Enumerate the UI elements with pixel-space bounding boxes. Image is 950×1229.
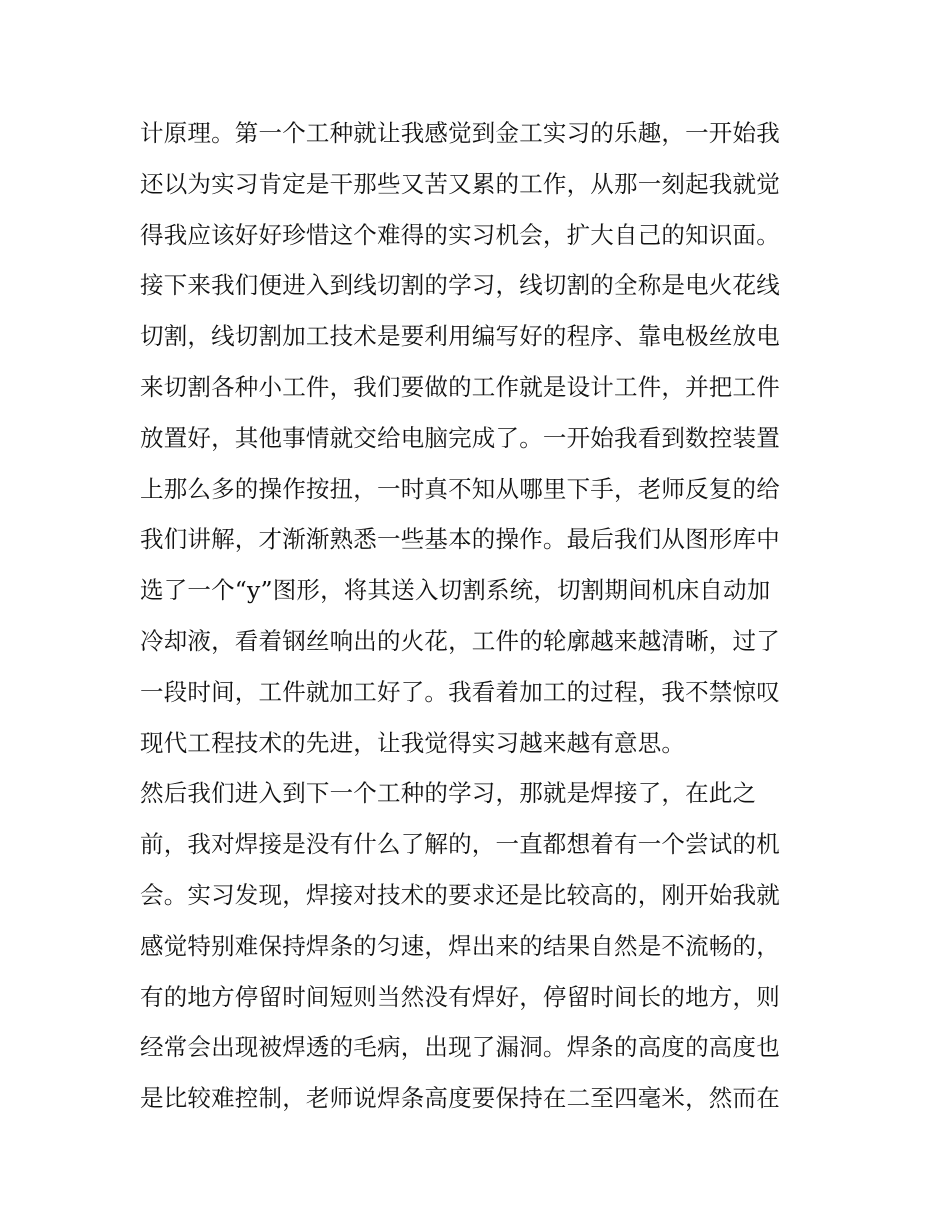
text-line: 有的地方停留时间短则当然没有焊好，停留时间长的地方，则 bbox=[140, 982, 780, 1011]
text-line: 上那么多的操作按扭，一时真不知从哪里下手，老师反复的给 bbox=[140, 474, 780, 503]
text-line: 是比较难控制，老师说焊条高度要保持在二至四毫米，然而在 bbox=[140, 1084, 780, 1113]
text-line: 感觉特别难保持焊条的匀速，焊出来的结果自然是不流畅的， bbox=[140, 931, 780, 960]
text-line: 来切割各种小工件，我们要做的工作就是设计工件，并把工件 bbox=[140, 372, 780, 401]
text-line: 然后我们进入到下一个工种的学习，那就是焊接了，在此之 bbox=[140, 779, 757, 808]
text-line: 冷却液，看着钢丝响出的火花，工件的轮廓越来越清晰，过了 bbox=[140, 626, 780, 655]
text-line: 得我应该好好珍惜这个难得的实习机会，扩大自己的知识面。 bbox=[140, 220, 780, 249]
text-line: 接下来我们便进入到线切割的学习，线切割的全称是电火花线 bbox=[140, 271, 780, 300]
text-line: 切割，线切割加工技术是要利用编写好的程序、靠电极丝放电 bbox=[140, 322, 780, 351]
text-line: 经常会出现被焊透的毛病，出现了漏洞。焊条的高度的高度也 bbox=[140, 1033, 780, 1062]
text-line: 放置好，其他事情就交给电脑完成了。一开始我看到数控装置 bbox=[140, 423, 780, 452]
text-line: 还以为实习肯定是干那些又苦又累的工作，从那一刻起我就觉 bbox=[140, 169, 780, 198]
text-line: 会。实习发现，焊接对技术的要求还是比较高的，刚开始我就 bbox=[140, 880, 780, 909]
text-line: 我们讲解，才渐渐熟悉一些基本的操作。最后我们从图形库中 bbox=[140, 525, 780, 554]
body-text bbox=[140, 108, 820, 1124]
text-line: 现代工程技术的先进，让我觉得实习越来越有意思。 bbox=[140, 728, 686, 757]
text-line: 选了一个“y”图形，将其送入切割系统，切割期间机床自动加 bbox=[140, 576, 771, 605]
text-line: 一段时间，工件就加工好了。我看着加工的过程，我不禁惊叹 bbox=[140, 677, 780, 706]
text-line: 计原理。第一个工种就让我感觉到金工实习的乐趣，一开始我 bbox=[140, 119, 780, 147]
text-line: 前，我对焊接是没有什么了解的，一直都想着有一个尝试的机 bbox=[140, 830, 780, 859]
